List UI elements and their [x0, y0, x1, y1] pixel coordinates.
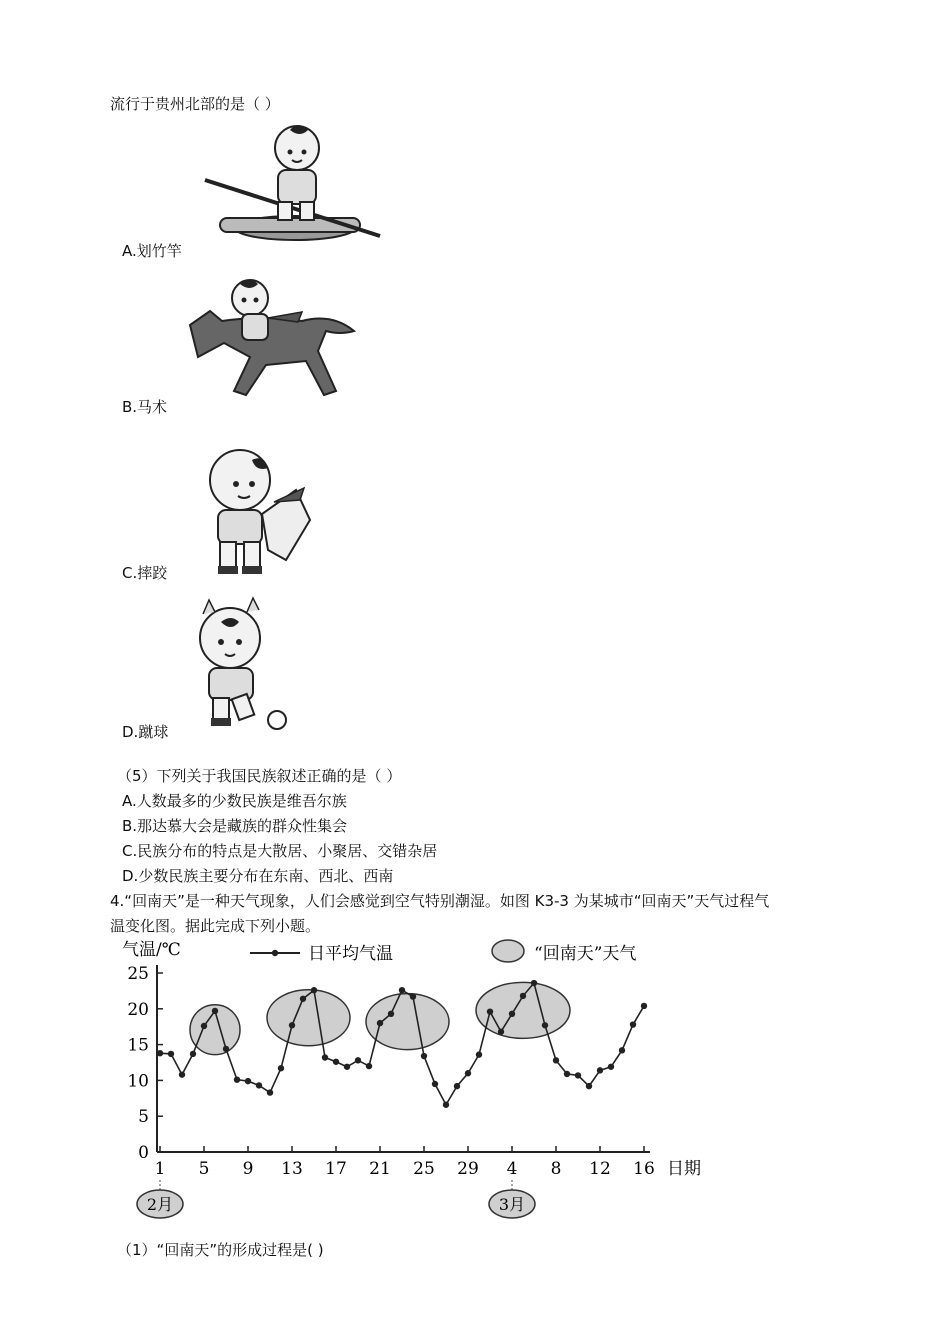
data-point: [212, 1008, 218, 1014]
data-point: [223, 1046, 229, 1052]
question-5-stem: （5）下列关于我国民族叙述正确的是（ ）: [117, 767, 402, 785]
y-tick-label: 10: [127, 1071, 149, 1092]
data-point: [190, 1051, 196, 1057]
x-tick-label: 29: [457, 1159, 479, 1179]
legend-shade-label: “回南天”天气: [534, 944, 637, 964]
option-b: B.马术: [122, 398, 168, 416]
data-point: [432, 1081, 438, 1087]
legend-line-label: 日平均气温: [308, 944, 393, 964]
x-tick-label: 5: [198, 1159, 210, 1179]
x-tick-label: 13: [281, 1159, 303, 1179]
y-tick-label: 5: [138, 1107, 149, 1128]
data-point: [443, 1102, 449, 1108]
x-tick-label: 4: [506, 1159, 518, 1179]
data-point: [399, 987, 405, 993]
x-tick-label: 25: [413, 1159, 435, 1179]
y-axis-label: 气温/℃: [122, 940, 181, 960]
question-4-stem: 4.“回南天”是一种天气现象，人们会感觉到空气特别潮湿。如图 K3-3 为某城市“回南天”天气过程气: [110, 892, 770, 910]
option-a: A.划竹竿: [122, 242, 182, 260]
horse-riding-mascot-icon: [180, 270, 370, 409]
data-point: [608, 1064, 614, 1070]
question-4-stem-cont: 温变化图。据此完成下列小题。: [110, 917, 321, 935]
data-point: [179, 1071, 185, 1077]
data-point: [157, 1050, 163, 1056]
pole-balancing-mascot-icon: [200, 118, 390, 252]
y-tick-label: 0: [138, 1143, 149, 1163]
option-c: C.摔跤: [122, 564, 168, 582]
data-point: [509, 1011, 515, 1017]
q5-option-c: C.民族分布的特点是大散居、小聚居、交错杂居: [122, 842, 438, 860]
x-tick-label: 12: [589, 1159, 611, 1179]
data-point: [619, 1047, 625, 1053]
data-point: [289, 1022, 295, 1028]
month-label: 2月: [146, 1195, 174, 1214]
data-point: [256, 1082, 262, 1088]
data-point: [641, 1003, 647, 1009]
sub-question-1: （1）“回南天”的形成过程是( ): [117, 1241, 324, 1259]
data-point: [630, 1021, 636, 1027]
y-tick-label: 25: [127, 964, 149, 984]
data-point: [487, 1008, 493, 1014]
x-tick-label: 8: [550, 1159, 562, 1179]
data-point: [201, 1023, 207, 1029]
legend-shade-marker: [492, 940, 524, 962]
data-point: [344, 1064, 350, 1070]
data-point: [410, 993, 416, 999]
data-point: [454, 1083, 460, 1089]
legend-line-dot: [272, 950, 278, 956]
x-axis-label: 日期: [667, 1159, 701, 1179]
q5-option-b: B.那达慕大会是藏族的群众性集会: [122, 817, 348, 835]
data-point: [234, 1076, 240, 1082]
data-point: [421, 1053, 427, 1059]
ball-kicking-mascot-icon: [185, 596, 295, 736]
data-point: [311, 987, 317, 993]
y-tick-label: 15: [127, 1035, 149, 1056]
data-point: [575, 1072, 581, 1078]
data-point: [278, 1065, 284, 1071]
data-point: [300, 996, 306, 1002]
data-point: [553, 1057, 559, 1063]
data-point: [366, 1063, 372, 1069]
data-point: [333, 1059, 339, 1065]
question-stem: 流行于贵州北部的是（ ）: [110, 95, 280, 113]
data-point: [388, 1011, 394, 1017]
data-point: [465, 1070, 471, 1076]
x-tick-label: 1: [154, 1159, 166, 1179]
x-tick-label: 9: [242, 1159, 254, 1179]
x-tick-label: 16: [633, 1159, 655, 1179]
q5-option-a: A.人数最多的少数民族是维吾尔族: [122, 792, 347, 810]
data-point: [267, 1089, 273, 1095]
q5-option-d: D.少数民族主要分布在东南、西北、西南: [122, 867, 394, 885]
x-tick-label: 21: [369, 1159, 391, 1179]
data-point: [520, 993, 526, 999]
data-point: [355, 1057, 361, 1063]
data-point: [564, 1071, 570, 1077]
data-point: [245, 1078, 251, 1084]
x-tick-label: 17: [325, 1159, 347, 1179]
temperature-line-chart: [110, 935, 730, 1225]
data-point: [377, 1020, 383, 1026]
y-tick-label: 20: [127, 999, 149, 1020]
data-point: [498, 1029, 504, 1035]
data-point: [322, 1054, 328, 1060]
option-d: D.蹴球: [122, 723, 169, 741]
data-point: [597, 1067, 603, 1073]
month-label: 3月: [498, 1195, 526, 1214]
data-point: [476, 1051, 482, 1057]
wrestling-mascot-icon: [190, 440, 330, 584]
data-point: [586, 1083, 592, 1089]
data-point: [531, 980, 537, 986]
hui-nan-tian-ellipse: [267, 990, 350, 1046]
data-point: [168, 1051, 174, 1057]
data-point: [542, 1022, 548, 1028]
